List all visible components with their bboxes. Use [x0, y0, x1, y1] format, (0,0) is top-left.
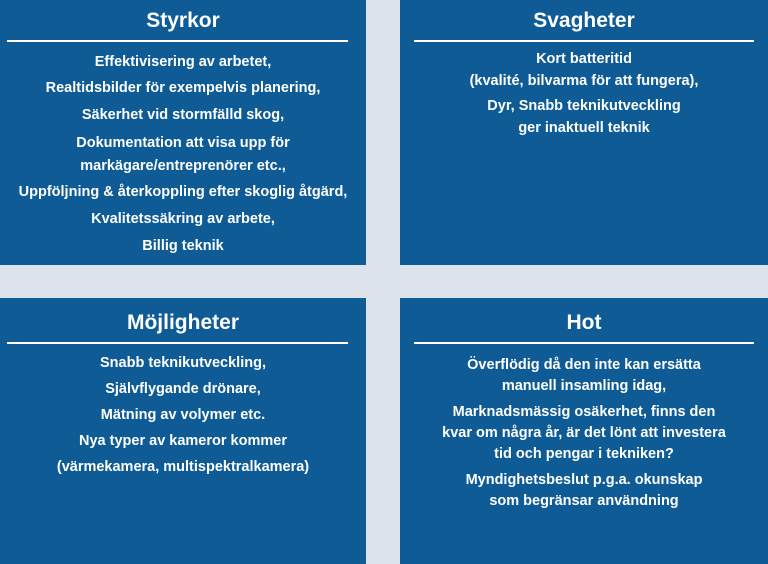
- threats-item: Marknadsmässig osäkerhet, finns den: [452, 404, 716, 420]
- weaknesses-divider: [414, 40, 754, 42]
- swot-opportunities: [0, 298, 366, 564]
- strengths-item: Billig teknik: [142, 238, 224, 254]
- strengths-item: Kvalitetssäkring av arbete,: [91, 211, 275, 227]
- weaknesses-item: (kvalité, bilvarma för att fungera),: [469, 73, 699, 89]
- opportunities-item: Snabb teknikutveckling,: [100, 355, 266, 371]
- strengths-item: Effektivisering av arbetet,: [94, 54, 272, 70]
- swot-weaknesses: [400, 0, 768, 265]
- threats-item: som begränsar användning: [489, 493, 679, 509]
- opportunities-list: [0, 350, 366, 480]
- weaknesses-title: Svagheter: [533, 9, 635, 32]
- threats-item: kvar om några år, är det lönt att investera: [442, 425, 726, 441]
- threats-title: Hot: [566, 311, 602, 334]
- strengths-list: [0, 50, 366, 260]
- opportunities-divider: [7, 342, 348, 344]
- strengths-item: markägare/entreprenörer etc.,: [80, 158, 286, 174]
- threats-item: tid och pengar i tekniken?: [494, 446, 674, 462]
- opportunities-title: Möjligheter: [126, 311, 239, 334]
- opportunities-item: Nya typer av kameror kommer: [79, 433, 287, 449]
- strengths-divider: [7, 40, 348, 42]
- strengths-item: Uppföljning & återkoppling efter skoglig åtgärd,: [18, 184, 348, 200]
- threats-list: [400, 355, 768, 512]
- threats-item: manuell insamling idag,: [501, 378, 667, 394]
- swot-strengths: [0, 0, 366, 265]
- strengths-item: Realtidsbilder för exempelvis planering,: [45, 80, 321, 96]
- strengths-title: Styrkor: [146, 9, 220, 32]
- swot-threats: [400, 298, 768, 564]
- threats-divider: [414, 342, 754, 344]
- weaknesses-item: ger inaktuell teknik: [518, 120, 650, 136]
- strengths-item: Säkerhet vid stormfälld skog,: [81, 107, 285, 123]
- weaknesses-list: [400, 48, 768, 139]
- strengths-item: Dokumentation att visa upp för: [76, 135, 290, 151]
- weaknesses-item: Dyr, Snabb teknikutveckling: [487, 98, 681, 114]
- threats-item: Myndighetsbeslut p.g.a. okunskap: [465, 472, 703, 488]
- weaknesses-item: Kort batteritid: [536, 51, 632, 67]
- opportunities-item: Mätning av volymer etc.: [100, 407, 266, 423]
- threats-item: Överflödig då den inte kan ersätta: [467, 357, 701, 373]
- opportunities-item: Självflygande drönare,: [105, 381, 261, 397]
- opportunities-item: (värmekamera, multispektralkamera): [56, 459, 310, 475]
